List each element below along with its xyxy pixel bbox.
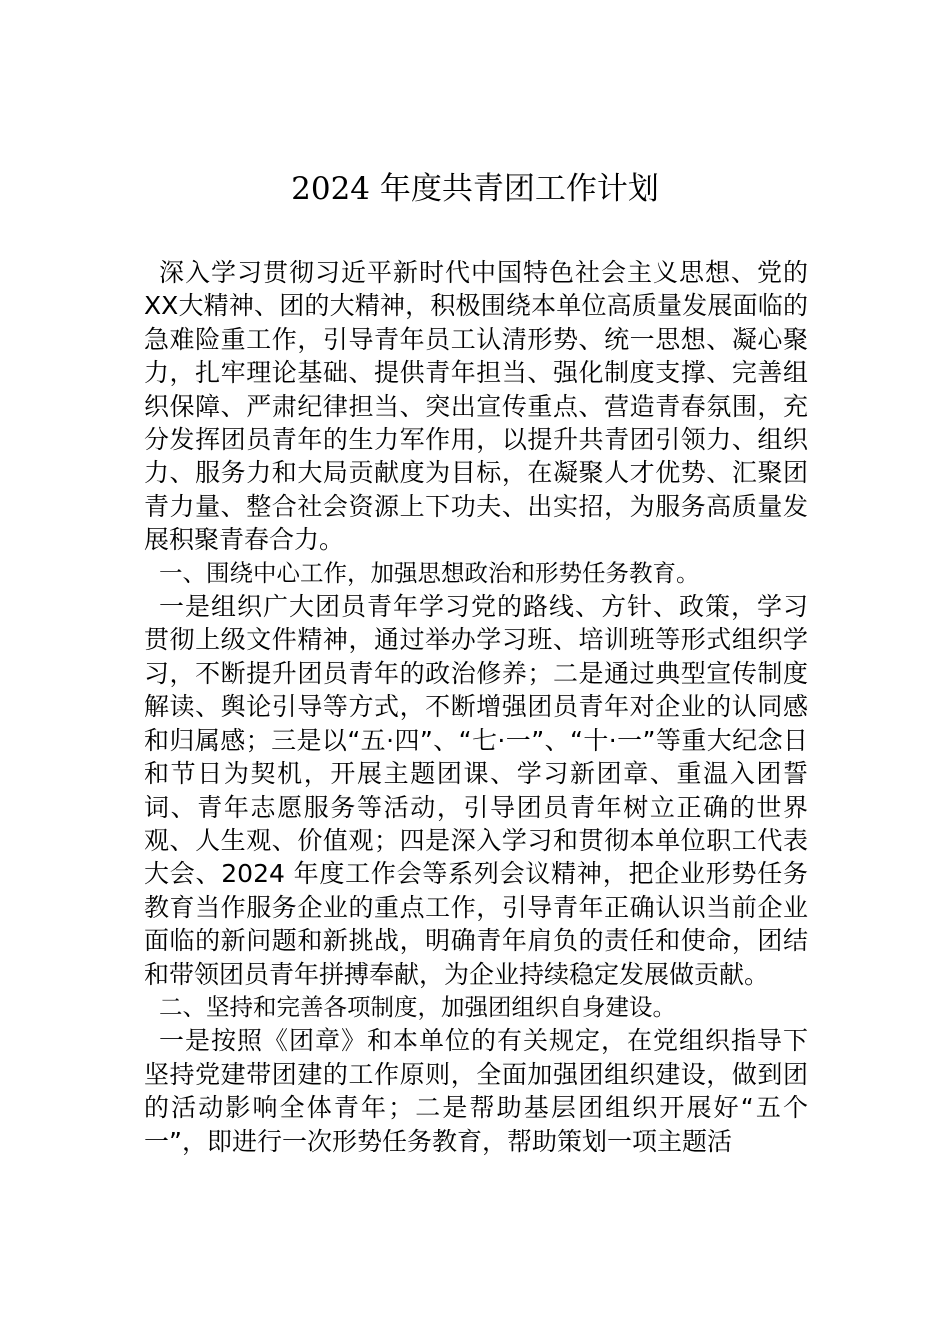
section-1-paragraph: 一是组织广大团员青年学习党的路线、方针、政策，学习贯彻上级文件精神，通过举办学习班、培训班等形式组织学习，不断提升团员青年的政治修养；二是通过典型宣传制度解读、舆论引导等方式，不断增强团员青年对企业的认同感和归属感；三是以“五·四”、“七·一”、“十·一”等重大纪念日和节日为契机，开展主题团课、学习新团章、重温入团誓词、青年志愿服务等活动，引导团员青年树立正确的世界观、人生观、价值观；四是深入学习和贯彻本单位职工代表大会、2024 年度工作会等系列会议精神，把企业形势任务教育当作服务企业的重点工作，引导青年正确认识当前企业面临的新问题和新挑战，明确青年肩负的责任和使命，团结和带领团员青年拼搏奉献，为企业持续稳定发展做贡献。 (144, 592, 808, 989)
document-body (144, 256, 808, 1158)
section-heading-1: 一、围绕中心工作，加强思想政治和形势任务教育。 (159, 558, 700, 587)
section-heading-2: 二、坚持和完善各项制度，加强团组织自身建设。 (159, 992, 676, 1021)
intro-paragraph: 深入学习贯彻习近平新时代中国特色社会主义思想、党的XX大精神、团的大精神，积极围绕本单位高质量发展面临的急难险重工作，引导青年员工认清形势、统一思想、凝心聚力，扎牢理论基础、提供青年担当、强化制度支撑、完善组织保障、严肃纪律担当、突出宣传重点、营造青春氛围，充分发挥团员青年的生力军作用，以提升共青团引领力、组织力、服务力和大局贡献度为目标，在凝聚人才优势、汇聚团青力量、整合社会资源上下功夫、出实招，为服务高质量发展积聚青春合力。 (144, 258, 808, 555)
document-title: 2024 年度共青团工作计划 (291, 171, 659, 207)
section-2-paragraph: 一是按照《团章》和本单位的有关规定，在党组织指导下坚持党建带团建的工作原则，全面加强团组织建设，做到团的活动影响全体青年；二是帮助基层团组织开展好“五个一”，即进行一次形势任务教育，帮助策划一项主题活 (144, 1026, 808, 1156)
